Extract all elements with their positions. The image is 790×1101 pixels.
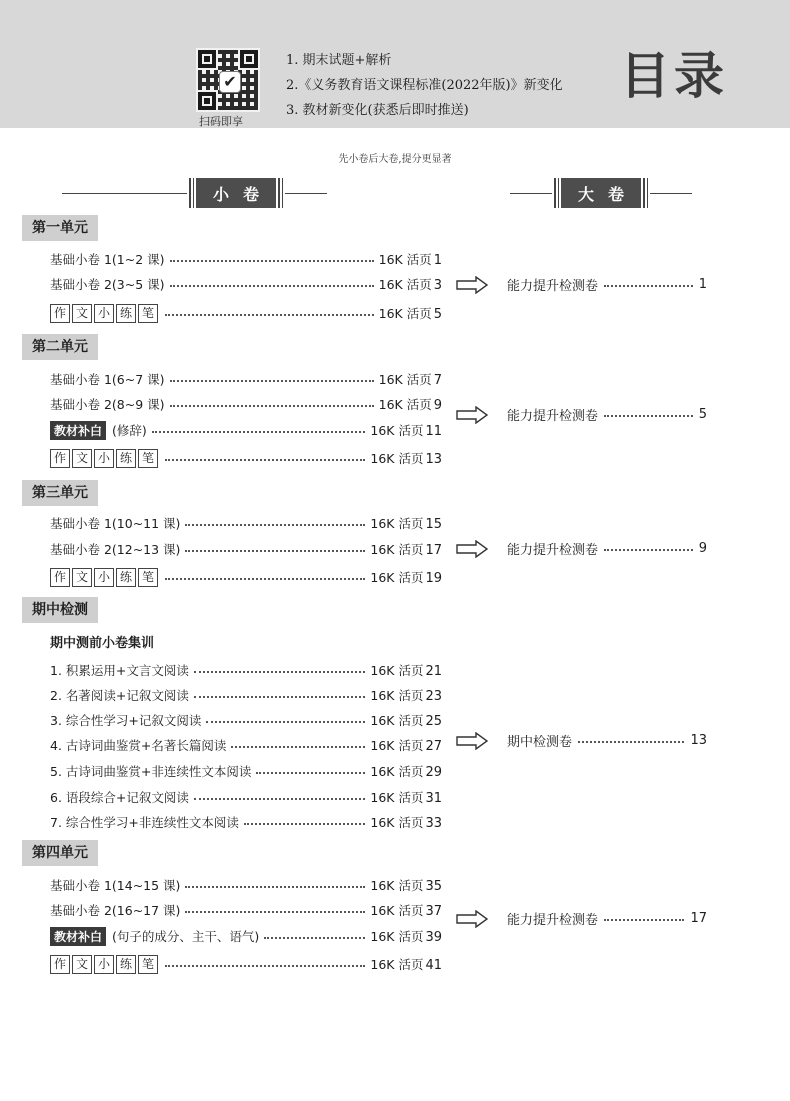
feature-item: 1. 期末试题+解析 <box>286 53 392 68</box>
page-prefix: 16K 活页 <box>370 516 424 531</box>
page-prefix: 16K 活页 <box>378 252 432 267</box>
leader-dots <box>185 524 365 526</box>
check-icon: ✔ <box>219 71 241 93</box>
page-prefix: 16K 活页 <box>370 451 424 466</box>
page-number: 1 <box>433 253 442 268</box>
large-volume-row[interactable] <box>507 908 707 928</box>
row-title: 7. 综合性学习+非连续性文本阅读 <box>50 815 239 830</box>
toc-row[interactable] <box>50 684 442 706</box>
section-heading: 第三单元 <box>22 480 98 506</box>
page-number: 9 <box>698 540 707 556</box>
page-number: 17 <box>690 910 707 926</box>
leader-dots <box>206 721 365 723</box>
page-ref <box>370 762 442 780</box>
composition-char: 笔 <box>138 955 158 974</box>
arrow-right-icon <box>456 276 488 294</box>
row-title: 基础小卷 2(3~5 课) <box>50 277 165 292</box>
large-volume-header <box>510 178 692 208</box>
row-title: 2. 名著阅读+记叙文阅读 <box>50 688 189 703</box>
leader-dots <box>165 578 365 580</box>
page-prefix: 16K 活页 <box>370 688 424 703</box>
leader-dots <box>604 415 693 417</box>
row-title: 1. 积累运用+文言文阅读 <box>50 663 189 678</box>
leader-dots <box>152 431 366 433</box>
page-number: 9 <box>433 398 442 413</box>
leader-dots <box>604 285 693 287</box>
leader-dots <box>170 260 374 262</box>
composition-char: 文 <box>72 449 92 468</box>
leader-dots <box>185 550 365 552</box>
page-prefix: 16K 活页 <box>370 764 424 779</box>
feature-list <box>286 48 563 123</box>
toc-row[interactable] <box>50 447 442 469</box>
toc-row[interactable] <box>50 302 442 324</box>
small-volume-label: 小卷 <box>196 178 276 208</box>
page-prefix: 16K 活页 <box>370 663 424 678</box>
leader-dots <box>256 772 365 774</box>
page-ref <box>370 514 442 532</box>
row-title: 基础小卷 2(8~9 课) <box>50 397 165 412</box>
row-title: 基础小卷 2(16~17 课) <box>50 903 181 918</box>
toc-row[interactable] <box>50 709 442 731</box>
page-prefix: 16K 活页 <box>370 790 424 805</box>
large-volume-title: 能力提升检测卷 <box>507 912 599 928</box>
toc-row[interactable] <box>50 659 442 681</box>
page-ref <box>370 540 442 558</box>
large-volume-row[interactable] <box>507 404 707 424</box>
composition-char: 小 <box>94 955 114 974</box>
page-number: 39 <box>425 930 442 945</box>
supplement-tag: 教材补白 <box>50 927 106 946</box>
large-volume-title: 能力提升检测卷 <box>507 542 599 558</box>
page-number: 15 <box>425 517 442 532</box>
composition-char: 小 <box>94 449 114 468</box>
toc-row[interactable] <box>50 874 442 896</box>
page-ref <box>370 955 442 973</box>
row-title: 基础小卷 1(6~7 课) <box>50 372 165 387</box>
leader-dots <box>231 746 365 748</box>
qr-finder <box>198 50 216 68</box>
page-number: 5 <box>433 307 442 322</box>
leader-dots <box>165 965 365 967</box>
row-title: (句子的成分、主干、语气) <box>112 929 260 944</box>
page-prefix: 16K 活页 <box>370 815 424 830</box>
page-prefix: 16K 活页 <box>370 423 424 438</box>
toc-row[interactable] <box>50 512 442 534</box>
page-prefix: 16K 活页 <box>370 542 424 557</box>
page-ref <box>370 449 442 467</box>
page-number: 37 <box>425 904 442 919</box>
page-prefix: 16K 活页 <box>370 903 424 918</box>
page-prefix: 16K 活页 <box>378 397 432 412</box>
row-title: 基础小卷 1(10~11 课) <box>50 516 181 531</box>
page-ref <box>370 788 442 806</box>
leader-dots <box>244 823 366 825</box>
large-volume-row[interactable] <box>507 730 707 750</box>
page-number: 13 <box>690 732 707 748</box>
page-prefix: 16K 活页 <box>378 306 432 321</box>
composition-char: 作 <box>50 955 70 974</box>
page-number: 23 <box>425 689 442 704</box>
page-ref <box>370 901 442 919</box>
row-title: 基础小卷 1(14~15 课) <box>50 878 181 893</box>
toc-row[interactable] <box>50 760 442 782</box>
leader-dots <box>170 285 374 287</box>
supplement-tag: 教材补白 <box>50 421 106 440</box>
page-number: 5 <box>698 406 707 422</box>
large-volume-label: 大卷 <box>561 178 641 208</box>
page-ref <box>379 304 442 322</box>
leader-dots <box>170 405 374 407</box>
page-prefix: 16K 活页 <box>370 570 424 585</box>
leader-dots <box>185 886 365 888</box>
leader-dots <box>185 911 365 913</box>
page-prefix: 16K 活页 <box>370 738 424 753</box>
page-ref <box>379 250 442 268</box>
leader-dots <box>604 549 693 551</box>
composition-char: 文 <box>72 955 92 974</box>
toc-row[interactable] <box>50 248 442 270</box>
large-volume-title: 能力提升检测卷 <box>507 408 599 424</box>
arrow-right-icon <box>456 406 488 424</box>
page-number: 11 <box>425 424 442 439</box>
page-number: 33 <box>425 816 442 831</box>
toc-row[interactable] <box>50 566 442 588</box>
leader-dots <box>170 380 374 382</box>
toc-row[interactable] <box>50 538 442 560</box>
leader-dots <box>578 741 684 743</box>
toc-row[interactable] <box>50 419 442 441</box>
arrow-right-icon <box>456 540 488 558</box>
page-title: 目录 <box>620 47 728 105</box>
subtitle: 先小卷后大卷,提分更显著 <box>338 154 452 165</box>
composition-label <box>50 449 160 468</box>
leader-dots <box>194 696 366 698</box>
composition-char: 文 <box>72 568 92 587</box>
leader-dots <box>194 671 366 673</box>
feature-item: 2.《义务教育语文课程标准(2022年版)》新变化 <box>286 78 563 93</box>
large-volume-row[interactable] <box>507 538 707 558</box>
page-number: 27 <box>425 739 442 754</box>
page-ref <box>370 736 442 754</box>
toc-row[interactable] <box>50 734 442 756</box>
page-ref <box>370 711 442 729</box>
toc-row[interactable] <box>50 925 442 947</box>
page-ref <box>379 275 442 293</box>
toc-row[interactable] <box>50 393 442 415</box>
page-prefix: 16K 活页 <box>370 878 424 893</box>
feature-item: 3. 教材新变化(获悉后即时推送) <box>286 103 469 118</box>
qr-finder <box>240 50 258 68</box>
toc-row[interactable] <box>50 953 442 975</box>
small-volume-header <box>62 178 327 208</box>
page-number: 41 <box>425 958 442 973</box>
row-title: 4. 古诗词曲鉴赏+名著长篇阅读 <box>50 738 227 753</box>
page-ref <box>379 395 442 413</box>
page-number: 21 <box>425 664 442 679</box>
row-title: 基础小卷 2(12~13 课) <box>50 542 181 557</box>
composition-char: 笔 <box>138 568 158 587</box>
row-title: 3. 综合性学习+记叙文阅读 <box>50 713 202 728</box>
leader-dots <box>165 314 374 316</box>
page-number: 1 <box>698 276 707 292</box>
page-ref <box>370 661 442 679</box>
composition-char: 小 <box>94 304 114 323</box>
page-ref <box>370 927 442 945</box>
section-heading: 第二单元 <box>22 334 98 360</box>
leader-dots <box>604 919 684 921</box>
composition-char: 小 <box>94 568 114 587</box>
page-ref <box>370 876 442 894</box>
page-ref <box>370 568 442 586</box>
page-number: 31 <box>425 791 442 806</box>
composition-char: 练 <box>116 568 136 587</box>
row-title: 6. 语段综合+记叙文阅读 <box>50 790 189 805</box>
page-number: 35 <box>425 879 442 894</box>
page-ref <box>370 686 442 704</box>
page-number: 29 <box>425 765 442 780</box>
midterm-subheading: 期中测前小卷集训 <box>50 636 155 651</box>
toc-row[interactable] <box>50 786 442 808</box>
composition-label <box>50 955 160 974</box>
row-title: (修辞) <box>112 423 147 438</box>
composition-label <box>50 568 160 587</box>
page-number: 3 <box>433 278 442 293</box>
composition-char: 作 <box>50 304 70 323</box>
page-prefix: 16K 活页 <box>378 277 432 292</box>
composition-char: 笔 <box>138 449 158 468</box>
leader-dots <box>264 937 365 939</box>
page-prefix: 16K 活页 <box>378 372 432 387</box>
page-number: 19 <box>425 571 442 586</box>
composition-char: 练 <box>116 449 136 468</box>
page-prefix: 16K 活页 <box>370 929 424 944</box>
page-prefix: 16K 活页 <box>370 713 424 728</box>
arrow-right-icon <box>456 910 488 928</box>
page-number: 13 <box>425 452 442 467</box>
qr-caption: 扫码即享 <box>199 115 243 128</box>
page-ref <box>379 370 442 388</box>
large-volume-row[interactable] <box>507 274 707 294</box>
arrow-right-icon <box>456 732 488 750</box>
leader-dots <box>165 459 365 461</box>
page-ref <box>370 813 442 831</box>
row-title: 5. 古诗词曲鉴赏+非连续性文本阅读 <box>50 764 252 779</box>
row-title: 基础小卷 1(1~2 课) <box>50 252 165 267</box>
toc-row[interactable] <box>50 811 442 833</box>
composition-char: 练 <box>116 304 136 323</box>
section-heading: 期中检测 <box>22 597 98 623</box>
page-ref <box>370 421 442 439</box>
large-volume-title: 期中检测卷 <box>507 734 573 750</box>
section-heading: 第四单元 <box>22 840 98 866</box>
composition-char: 练 <box>116 955 136 974</box>
composition-char: 作 <box>50 568 70 587</box>
page-prefix: 16K 活页 <box>370 957 424 972</box>
composition-char: 作 <box>50 449 70 468</box>
qr-code[interactable] <box>196 48 260 112</box>
qr-finder <box>198 92 216 110</box>
section-heading: 第一单元 <box>22 215 98 241</box>
composition-char: 文 <box>72 304 92 323</box>
leader-dots <box>194 798 366 800</box>
page-number: 25 <box>425 714 442 729</box>
toc-row[interactable] <box>50 899 442 921</box>
toc-row[interactable] <box>50 273 442 295</box>
large-volume-title: 能力提升检测卷 <box>507 278 599 294</box>
composition-char: 笔 <box>138 304 158 323</box>
page-number: 7 <box>433 373 442 388</box>
page-number: 17 <box>425 543 442 558</box>
toc-row[interactable] <box>50 368 442 390</box>
composition-label <box>50 304 160 323</box>
